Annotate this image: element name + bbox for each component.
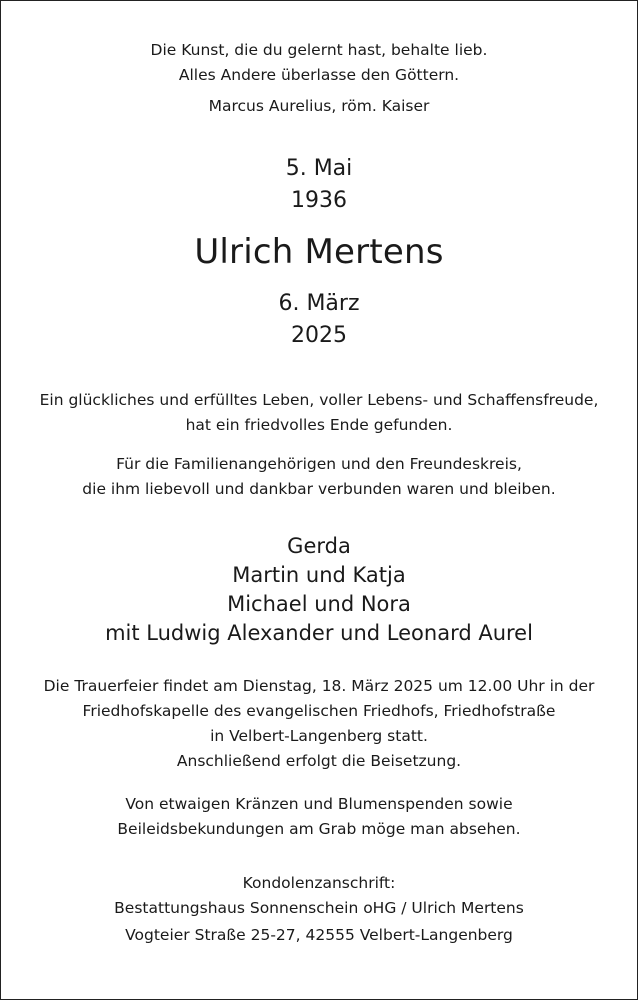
ceremony-line-3: in Velbert-Langenberg statt.	[210, 727, 428, 745]
quote-line-1: Die Kunst, die du gelernt hast, behalte lieb.	[150, 41, 488, 59]
ceremony-line-1: Die Trauerfeier findet am Dienstag, 18. März 2025 um 12.00 Uhr in der	[43, 677, 595, 695]
birth-year: 1936	[291, 188, 347, 213]
quote-line-2: Alles Andere überlasse den Göttern.	[178, 66, 460, 84]
contact-heading: Kondolenzanschrift:	[242, 874, 396, 892]
message-line-4: die ihm liebevoll und dankbar verbunden waren und bleiben.	[82, 480, 556, 498]
death-year: 2025	[291, 323, 347, 348]
contact-company: Bestattungshaus Sonnenschein oHG / Ulrich Mertens	[114, 899, 524, 917]
family-member: Martin und Katja	[232, 563, 406, 587]
deceased-name: Ulrich Mertens	[194, 232, 444, 272]
message-line-1: Ein glückliches und erfülltes Leben, voller Lebens- und Schaffensfreude,	[39, 391, 599, 409]
ceremony-line-4: Anschließend erfolgt die Beisetzung.	[176, 752, 462, 770]
death-day: 6. März	[278, 291, 360, 316]
birth-day: 5. Mai	[285, 156, 353, 181]
family-member: Michael und Nora	[227, 592, 411, 616]
message-line-3: Für die Familienangehörigen und den Freundeskreis,	[116, 455, 522, 473]
quote-author: Marcus Aurelius, röm. Kaiser	[208, 97, 430, 115]
family-member: mit Ludwig Alexander und Leonard Aurel	[105, 621, 533, 645]
ceremony-line-2: Friedhofskapelle des evangelischen Friedhofs, Friedhofstraße	[82, 702, 556, 720]
request-line-2: Beileidsbekundungen am Grab möge man absehen.	[117, 820, 521, 838]
request-line-1: Von etwaigen Kränzen und Blumenspenden sowie	[125, 795, 513, 813]
contact-address: Vogteier Straße 25-27, 42555 Velbert-Langenberg	[125, 926, 513, 944]
message-line-2: hat ein friedvolles Ende gefunden.	[185, 416, 453, 434]
family-member: Gerda	[287, 534, 351, 558]
